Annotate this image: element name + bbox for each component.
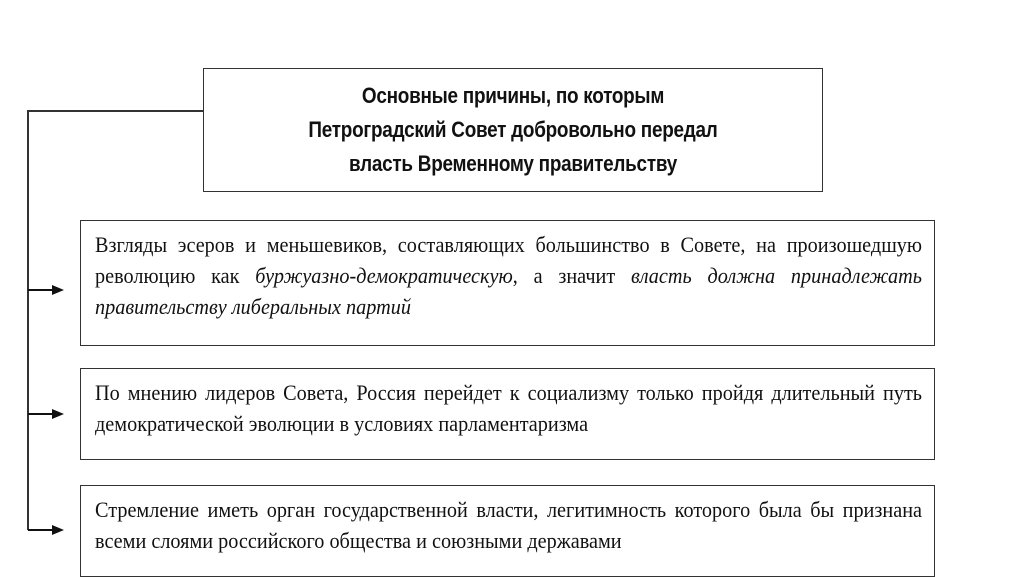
title-line-2: Петроградский Совет добровольно передал — [308, 117, 718, 142]
arrow-right-icon — [28, 409, 64, 419]
connector-vertical-line — [27, 110, 29, 530]
reason-1-text — [95, 229, 922, 322]
reason-1-part-1: Взгляды эсеров и меньшевиков, составляющих большинство в Совете, на произошедшую революцию как — [95, 232, 923, 288]
reason-3-text: Стремление иметь орган государственной власти, легитимность которого была бы признана всеми слоями российского общества и союзными державами — [95, 497, 923, 553]
reason-1-part-3: , а значит — [512, 263, 631, 288]
reason-box-2 — [80, 368, 935, 460]
arrow-right-icon — [28, 285, 64, 295]
reason-2-text: По мнению лидеров Совета, Россия перейдет к социализму только пройдя длительный путь демократической эволюции в условиях парламентаризма — [95, 380, 923, 436]
diagram-title — [273, 79, 753, 181]
connector-horizontal-top — [27, 110, 203, 112]
title-line-3: власть Временному правительству — [349, 151, 677, 176]
reason-box-3 — [80, 485, 935, 577]
reason-1-italic-bourgeois: буржуазно-демократическую — [255, 263, 513, 288]
title-line-1: Основные причины, по которым — [361, 83, 665, 108]
reason-box-1 — [80, 220, 935, 346]
title-box — [203, 68, 823, 192]
arrow-right-icon — [28, 525, 64, 535]
reason-1-italic-power: власть должна принадлежать правительству либеральных партий — [95, 263, 923, 319]
